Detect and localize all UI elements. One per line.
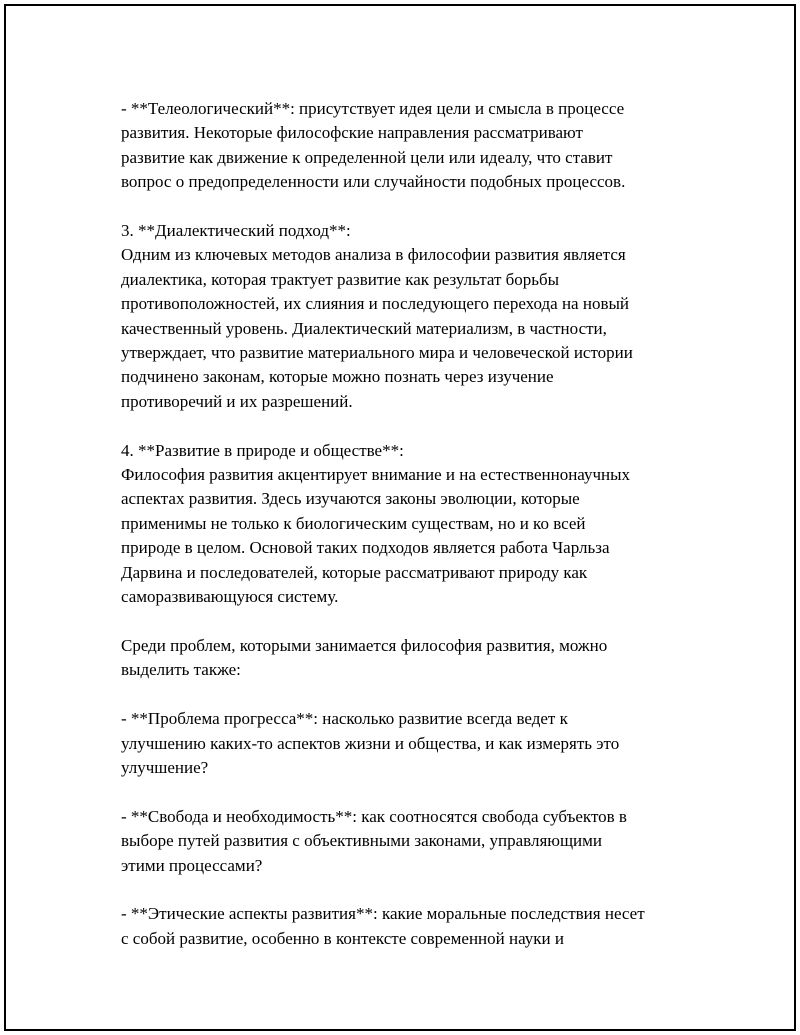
text-line: развитие как движение к определенной цели или идеалу, что ставит bbox=[121, 147, 613, 167]
paragraph-freedom-necessity bbox=[121, 805, 701, 878]
text-line: противоречий и их разрешений. bbox=[121, 391, 353, 411]
text-line: утверждает, что развитие материального мира и человеческой истории bbox=[121, 343, 633, 363]
page-border bbox=[4, 4, 796, 1031]
text-line: с собой развитие, особенно в контексте современной науки и bbox=[121, 928, 564, 948]
text-line: улучшение? bbox=[121, 757, 209, 777]
text-line: улучшению каких-то аспектов жизни и общества, и как измерять это bbox=[121, 733, 620, 753]
paragraph-nature-and-society bbox=[121, 439, 701, 610]
text-line: природе в целом. Основой таких подходов является работа Чарльза bbox=[121, 538, 610, 558]
text-line: этими процессами? bbox=[121, 855, 263, 875]
document-body bbox=[121, 97, 701, 976]
text-line: Дарвина и последователей, которые рассматривают природу как bbox=[121, 562, 588, 582]
text-line: Среди проблем, которыми занимается философия развития, можно bbox=[121, 635, 608, 655]
text-line: противоположностей, их слияния и последующего перехода на новый bbox=[121, 294, 629, 314]
text-line: применимы не только к биологическим существам, но и ко всей bbox=[121, 513, 586, 533]
text-line: - **Свобода и необходимость**: как соотносятся свобода субъектов в bbox=[121, 806, 627, 826]
text-line: вопрос о предопределенности или случайности подобных процессов. bbox=[121, 172, 626, 192]
text-line: - **Проблема прогресса**: насколько развитие всегда ведет к bbox=[121, 709, 568, 729]
text-line: диалектика, которая трактует развитие как результат борьбы bbox=[121, 269, 560, 289]
text-line: подчинено законам, которые можно познать через изучение bbox=[121, 367, 554, 387]
paragraph-dialectical-approach bbox=[121, 219, 701, 414]
text-line: саморазвивающуюся систему. bbox=[121, 587, 339, 607]
text-line: выделить также: bbox=[121, 660, 241, 680]
paragraph-ethical-aspects bbox=[121, 902, 701, 951]
text-line: аспектах развития. Здесь изучаются законы эволюции, которые bbox=[121, 489, 580, 509]
section-heading: 3. **Диалектический подход**: bbox=[121, 221, 351, 241]
paragraph-teleological bbox=[121, 97, 701, 195]
text-line: Философия развития акцентирует внимание и на естественнонаучных bbox=[121, 465, 631, 485]
text-line: - **Этические аспекты развития**: какие моральные последствия несет bbox=[121, 904, 645, 924]
text-line: Одним из ключевых методов анализа в философии развития является bbox=[121, 245, 626, 265]
paragraph-problems-intro bbox=[121, 634, 701, 683]
text-line: - **Телеологический**: присутствует идея цели и смысла в процессе bbox=[121, 99, 625, 118]
section-heading: 4. **Развитие в природе и обществе**: bbox=[121, 440, 404, 460]
text-line: выборе путей развития с объективными законами, управляющими bbox=[121, 831, 603, 851]
paragraph-progress-problem bbox=[121, 707, 701, 780]
text-line: качественный уровень. Диалектический материализм, в частности, bbox=[121, 318, 607, 338]
text-line: развития. Некоторые философские направления рассматривают bbox=[121, 123, 583, 143]
